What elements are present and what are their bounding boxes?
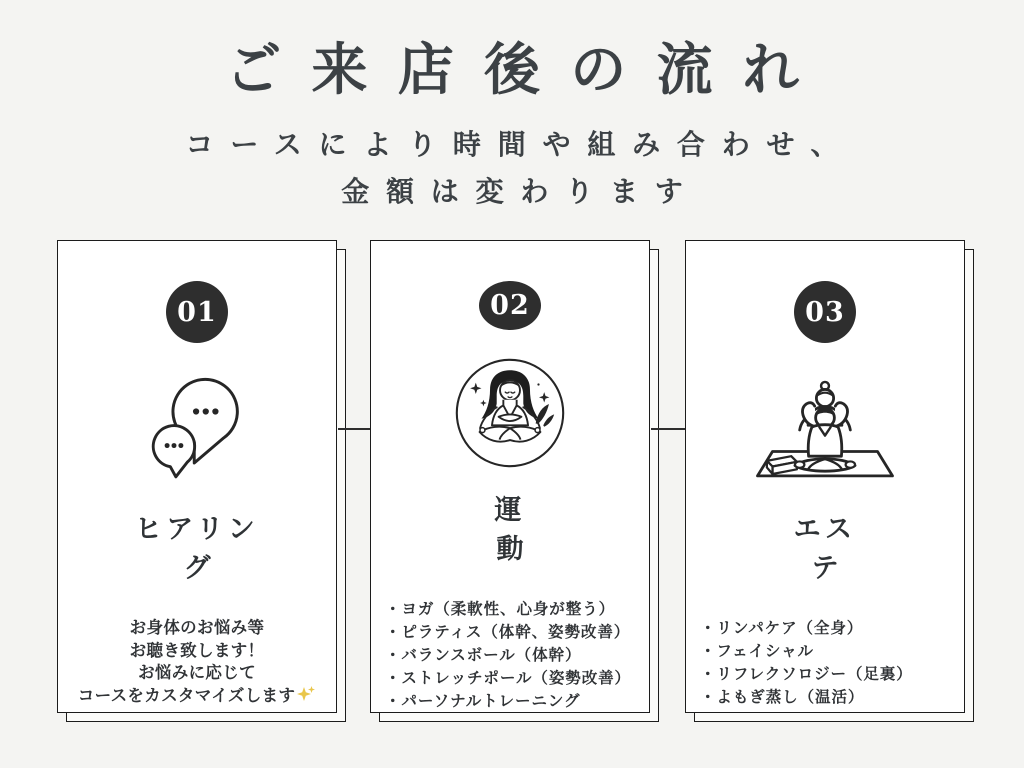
step-connector-line-1	[338, 428, 370, 430]
step-title-hearing: ヒアリング	[134, 514, 260, 584]
massage-esthetic-icon	[750, 369, 900, 489]
body-line: お身体のお悩み等	[129, 618, 265, 637]
step-description-hearing	[58, 617, 336, 707]
subtitle-line-1: コースにより時間や組み合わせ、	[185, 128, 856, 161]
esthetic-menu-list	[686, 616, 964, 708]
list-item: ・ヨガ（柔軟性、心身が整う）	[385, 599, 616, 618]
body-line: コースをカスタマイズします	[58, 685, 336, 708]
subtitle-line-2: 金額は変わります	[341, 175, 700, 208]
meditation-yoga-icon	[453, 356, 567, 470]
chat-bubbles-icon	[151, 369, 243, 489]
sparkles-icon	[296, 684, 316, 704]
step-card-hearing	[57, 240, 337, 713]
list-item: ・リンパケア（全身）	[700, 618, 864, 637]
page-subtitle	[0, 121, 1024, 215]
step-number-badge-3: 03	[794, 281, 856, 343]
list-item: ・パーソナルトレーニング	[385, 691, 581, 710]
step-title-exercise: 運動	[494, 495, 528, 565]
exercise-menu-list	[371, 597, 649, 712]
page-title-text: ご来店後の流れ	[225, 37, 829, 103]
step-number-badge-2: 02	[479, 281, 541, 330]
list-item: ・リフレクソロジー（足裏）	[700, 664, 913, 683]
step-title-esthetic: エステ	[793, 514, 857, 584]
list-item: ・よもぎ蒸し（温活）	[700, 687, 865, 706]
step-card-esthetic	[685, 240, 965, 713]
list-item: ・フェイシャル	[700, 641, 814, 660]
step-connector-line-2	[651, 428, 685, 430]
step-number-badge-1: 01	[166, 281, 228, 343]
list-item: ・バランスボール（体幹）	[385, 645, 582, 664]
list-item: ・ピラティス（体幹、姿勢改善）	[385, 622, 631, 641]
list-item: ・ストレッチポール（姿勢改善）	[385, 668, 631, 687]
step-card-exercise	[370, 240, 650, 713]
page-title	[0, 38, 1024, 102]
body-line: お悩みに応じて	[138, 663, 256, 682]
body-line: お聴き致します！	[129, 640, 265, 660]
